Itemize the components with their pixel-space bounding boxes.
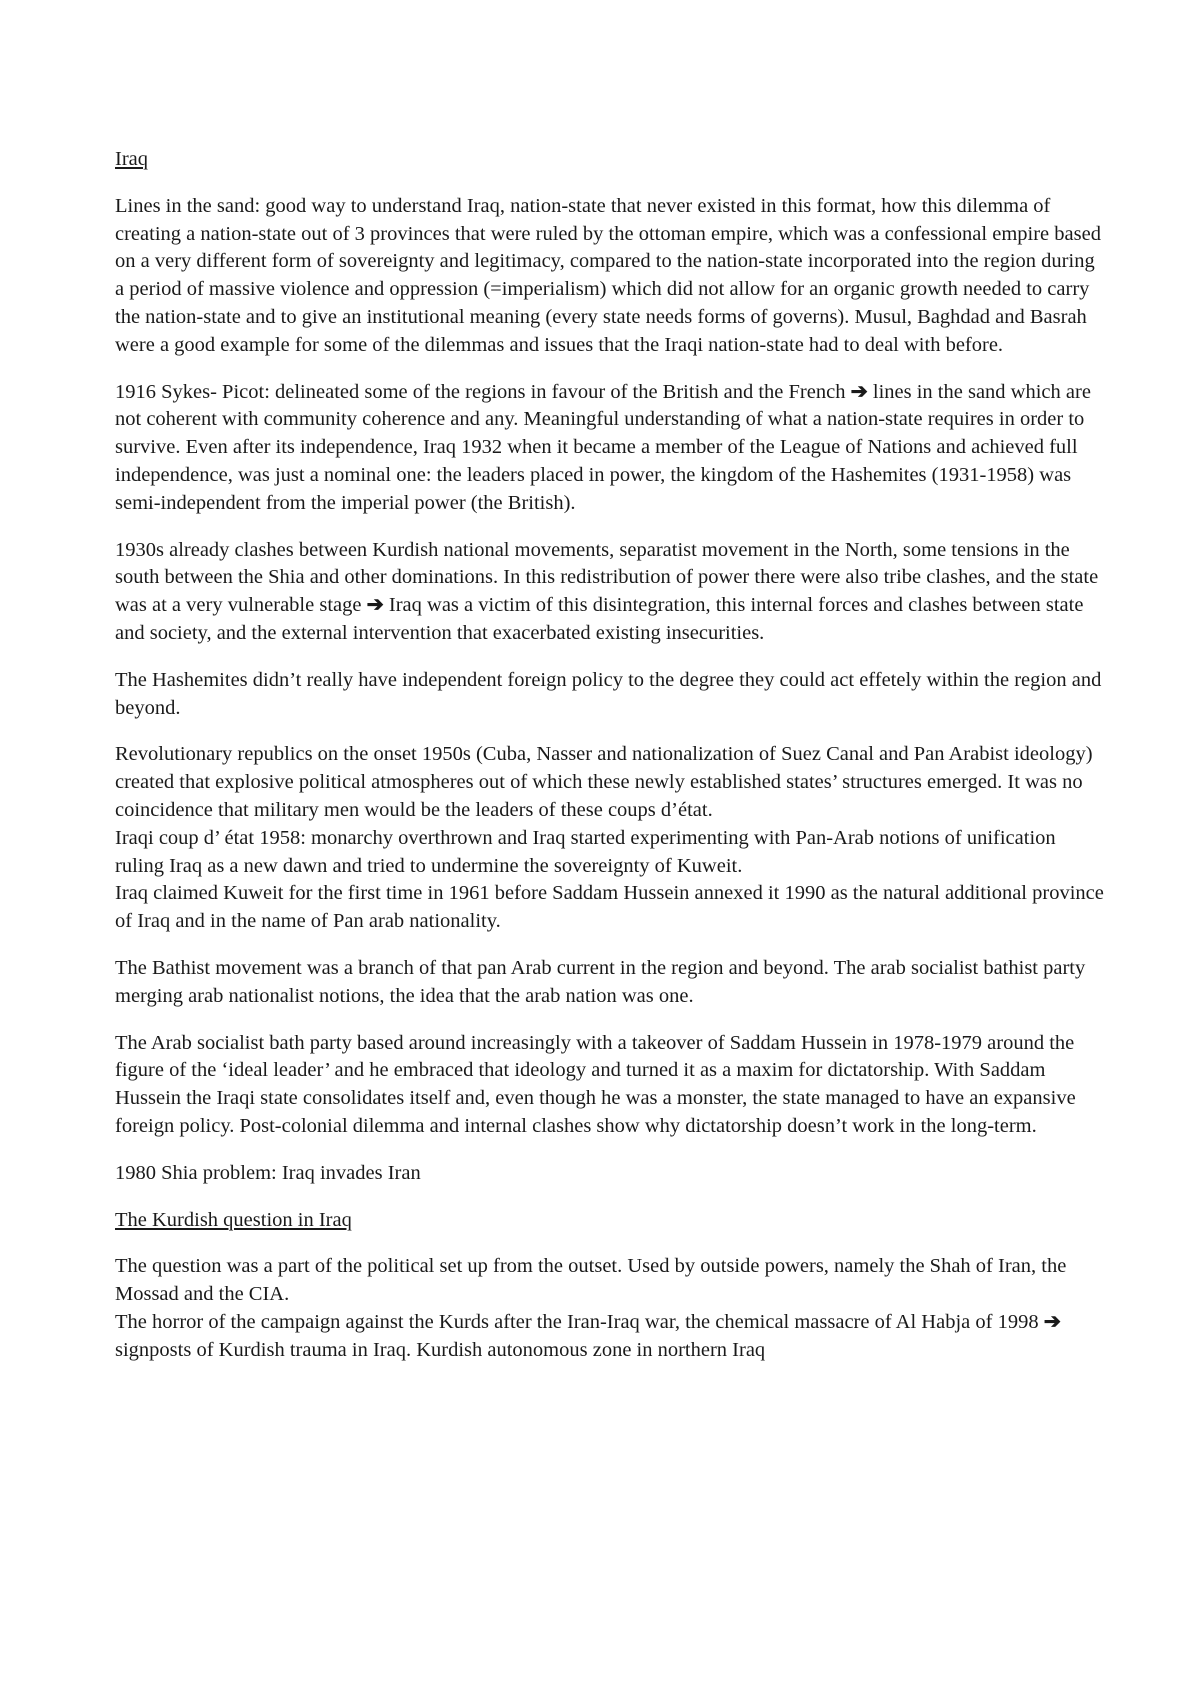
document-title: Iraq xyxy=(115,148,149,170)
paragraph-1930s xyxy=(115,537,1105,648)
paragraph-1930s-text-b: Iraq was a victim of this disintegration, this internal forces and clashes between state and society, and the external intervention that exacerbated existing insecurities. xyxy=(115,594,1084,644)
paragraph-bathist: The Bathist movement was a branch of that pan Arab current in the region and beyond. The arab socialist bathist party merging arab nationalist notions, the idea that the arab nation was one. xyxy=(115,956,1086,1007)
paragraph-revolutionary: Revolutionary republics on the onset 1950s (Cuba, Nasser and nationalization of Suez Canal and Pan Arabist ideology) created that explosive political atmospheres out of which these newly established states’ structures emerged. It was no coincidence that military men would be the leaders of these coups d’état. xyxy=(115,743,1093,821)
section-heading-kurdish-question: The Kurdish question in Iraq xyxy=(115,1208,352,1231)
paragraph-1930s-text-a: 1930s already clashes between Kurdish national movements, separatist movement in the North, some tensions in the south between the Shia and other dominations. In this redistribution of power there were also tribe clashes, and the state was at a very vulnerable stage xyxy=(115,538,1099,617)
paragraph-kurds-text-b: signposts of Kurdish trauma in Iraq. Kurdish autonomous zone in northern Iraq xyxy=(115,1338,766,1361)
paragraph-kurds-campaign xyxy=(115,1309,1105,1365)
document-body xyxy=(115,146,1105,1383)
paragraph-intro: Lines in the sand: good way to understand Iraq, nation-state that never existed in this format, how this dilemma of creating a nation-state out of 3 provinces that were ruled by the ottoman empire, which was a confessional empire based on a very different form of sovereignty and legitimacy, compared to the nation-state incorporated into the region during a period of massive violence and oppression (=imperialism) which did not allow for an organic growth needed to carry the nation-state and to give an institutional meaning (every state needs forms of governs). Musul, Baghdad and Basrah were a good example for some of the dilemmas and issues that the Iraqi nation-state had to deal with before. xyxy=(115,194,1101,356)
paragraph-kuweit-1961: Iraq claimed Kuweit for the first time in 1961 before Saddam Hussein annexed it 1990 as the natural additional province of Iraq and in the name of Pan arab nationality. xyxy=(115,882,1104,933)
right-arrow-icon: ➔ xyxy=(1043,1310,1061,1333)
paragraph-kurds-text-a: The horror of the campaign against the Kurds after the Iran-Iraq war, the chemical massacre of Al Habja of 1998 xyxy=(115,1310,1044,1333)
paragraph-bath-party: The Arab socialist bath party based around increasingly with a takeover of Saddam Hussein in 1978-1979 around the figure of the ‘ideal leader’ and he embraced that ideology and turned it as a maxim for dictatorship. With Saddam Hussein the Iraqi state consolidates itself and, even though he was a monster, the state managed to have an expansive foreign policy. Post-colonial dilemma and internal clashes show why dictatorship doesn’t work in the long-term. xyxy=(115,1031,1076,1137)
paragraph-shia-1980: 1980 Shia problem: Iraq invades Iran xyxy=(115,1161,421,1184)
right-arrow-icon: ➔ xyxy=(850,380,868,403)
right-arrow-icon: ➔ xyxy=(366,594,384,617)
paragraph-coup-1958: Iraqi coup d’ état 1958: monarchy overthrown and Iraq started experimenting with Pan-Arab notions of unification ruling Iraq as a new dawn and tried to undermine the sovereignty of Kuweit. xyxy=(115,826,1056,877)
paragraph-1916 xyxy=(115,379,1105,518)
paragraph-1916-text-b: lines in the sand which are not coherent with community coherence and any. Meaningful understanding of what a nation-state requires in order to survive. Even after its independence, Iraq 1932 when it became a member of the League of Nations and achieved full independence, was just a nominal one: the leaders placed in power, the kingdom of the Hashemites (1931-1958) was semi-independent from the imperial power (the British). xyxy=(115,380,1091,514)
paragraph-kurdish-question: The question was a part of the political set up from the outset. Used by outside powers, namely the Shah of Iran, the Mossad and the CIA. xyxy=(115,1255,1067,1306)
paragraph-hashemites: The Hashemites didn’t really have independent foreign policy to the degree they could act effetely within the region and beyond. xyxy=(115,668,1102,719)
paragraph-1916-text-a: 1916 Sykes- Picot: delineated some of the regions in favour of the British and the French xyxy=(115,380,851,403)
